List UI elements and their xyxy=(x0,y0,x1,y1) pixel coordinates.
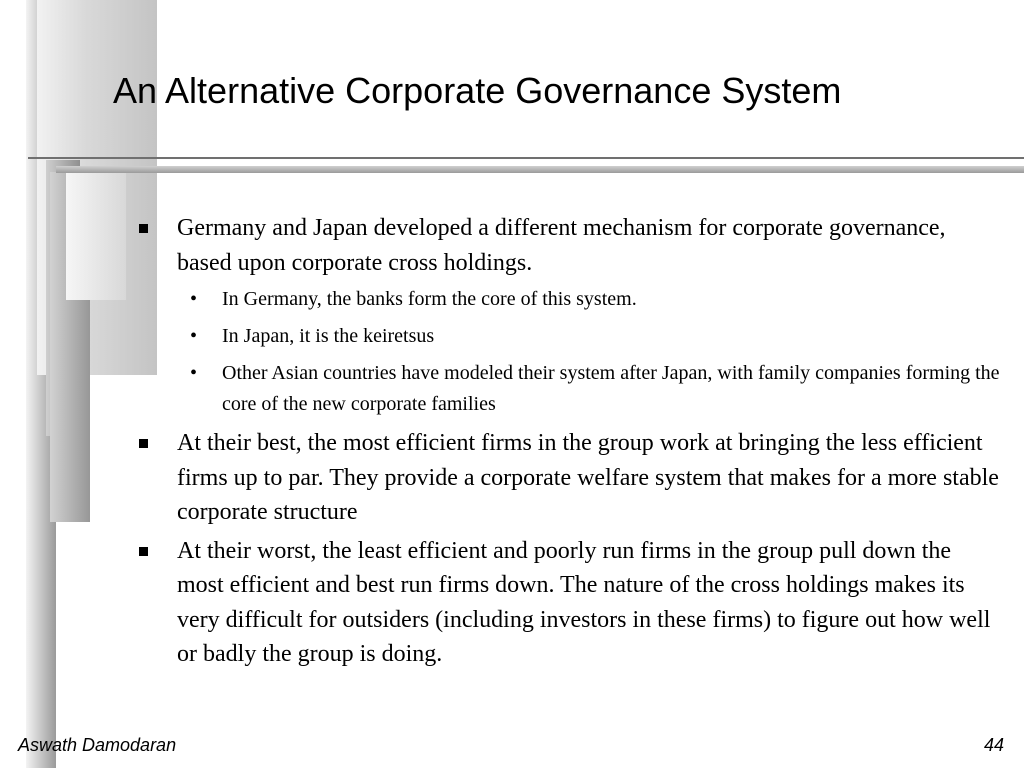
dot-bullet-icon: • xyxy=(190,325,198,347)
dot-bullet-icon: • xyxy=(190,288,198,310)
dot-bullet-icon: • xyxy=(190,362,198,384)
sub-bullet-text: In Germany, the banks form the core of this system. xyxy=(222,288,637,310)
footer-author: Aswath Damodaran xyxy=(18,735,177,755)
decorative-bar xyxy=(66,172,126,300)
square-bullet-icon xyxy=(139,547,148,556)
bullet-text: At their worst, the least efficient and poorly run firms in the group pull down the most efficient and best run firms down. The nature of the cross holdings makes its very difficult for outsiders (including investors in these firms) to figure out how well or badly the group is doing. xyxy=(177,537,991,667)
bullet-item xyxy=(139,534,1001,672)
slide-content xyxy=(139,211,1001,676)
title-divider-thick xyxy=(56,166,1024,173)
sub-bullet-item xyxy=(139,284,1001,315)
page-number: 44 xyxy=(983,735,1004,755)
sub-bullet-item xyxy=(139,321,1001,352)
bullet-item xyxy=(139,211,1001,280)
sub-bullet-text: In Japan, it is the keiretsus xyxy=(222,325,435,347)
sub-bullet-text: Other Asian countries have modeled their system after Japan, with family companies forming the core of the new corporate families xyxy=(222,362,1000,415)
bullet-text: Germany and Japan developed a different mechanism for corporate governance, based upon corporate cross holdings. xyxy=(177,215,946,276)
square-bullet-icon xyxy=(139,224,148,233)
slide-title: An Alternative Corporate Governance System xyxy=(113,70,842,111)
title-divider-thin xyxy=(28,157,1024,159)
sub-bullet-item xyxy=(139,358,1001,420)
bullet-item xyxy=(139,426,1001,530)
bullet-text: At their best, the most efficient firms in the group work at bringing the less efficient firms up to par. They provide a corporate welfare system that makes for a more stable corporate structure xyxy=(177,430,999,525)
square-bullet-icon xyxy=(139,439,148,448)
